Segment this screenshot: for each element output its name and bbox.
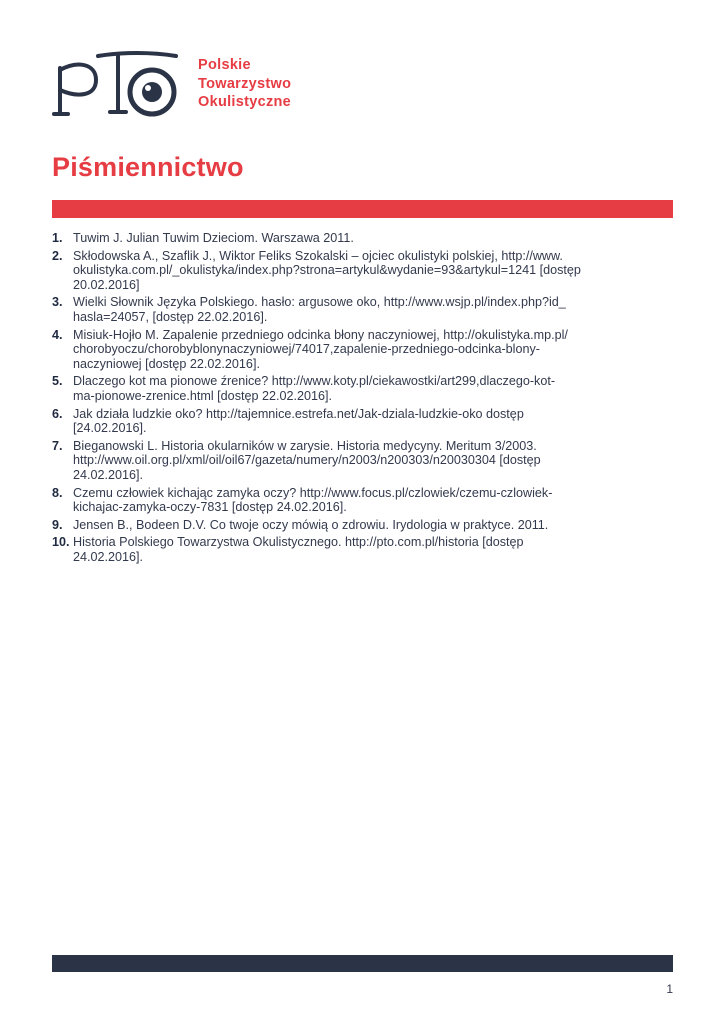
reference-number: 7. bbox=[52, 438, 63, 453]
reference-item bbox=[52, 328, 677, 372]
reference-number: 9. bbox=[52, 517, 63, 532]
reference-item bbox=[52, 535, 677, 564]
reference-line: Skłodowska A., Szaflik J., Wiktor Feliks Szokalski – ojciec okulistyki polskiej, http://www. bbox=[73, 248, 563, 263]
reference-number: 6. bbox=[52, 406, 63, 421]
reference-line: hasla=24057, [dostęp 22.02.2016]. bbox=[73, 309, 268, 324]
reference-line: Tuwim J. Julian Tuwim Dzieciom. Warszawa 2011. bbox=[73, 231, 354, 245]
reference-number: 3. bbox=[52, 295, 63, 310]
reference-item bbox=[52, 439, 677, 483]
reference-item bbox=[52, 518, 677, 533]
reference-item bbox=[52, 374, 677, 403]
reference-line: Misiuk-Hojło M. Zapalenie przedniego odcinka błony naczyniowej, http://okulistyka.mp.pl/ bbox=[73, 327, 568, 342]
reference-line: Historia Polskiego Towarzystwa Okulistycznego. http://pto.com.pl/historia [dostęp bbox=[73, 535, 524, 550]
pto-eye-logo-icon bbox=[52, 48, 184, 120]
logo-wordmark bbox=[198, 56, 291, 112]
reference-line: okulistyka.com.pl/_okulistyka/index.php?strona=artykul&wydanie=93&artykul=1241 [dostęp bbox=[73, 263, 581, 278]
reference-line: naczyniowej [dostęp 22.02.2016]. bbox=[73, 356, 260, 371]
reference-line: kichajac-zamyka-oczy-7831 [dostęp 24.02.2016]. bbox=[73, 500, 347, 515]
reference-line: Jak działa ludzkie oko? http://tajemnice.estrefa.net/Jak-dziala-ludzkie-oko dostęp bbox=[73, 406, 524, 421]
reference-line: http://www.oil.org.pl/xml/oil/oil67/gazeta/numery/n2003/n200303/n20030304 [dostęp bbox=[73, 453, 541, 468]
page-title: Piśmiennictwo bbox=[52, 152, 244, 182]
footer-bar bbox=[52, 955, 673, 972]
reference-line: [24.02.2016]. bbox=[73, 421, 147, 436]
reference-number: 2. bbox=[52, 248, 63, 263]
reference-item bbox=[52, 486, 677, 515]
reference-number: 5. bbox=[52, 374, 63, 389]
reference-number: 4. bbox=[52, 327, 63, 342]
logo bbox=[52, 48, 291, 120]
title-divider bbox=[52, 200, 673, 218]
reference-line: Bieganowski L. Historia okularników w zarysie. Historia medycyny. Meritum 3/2003. bbox=[73, 438, 537, 453]
page-number: 1 bbox=[666, 982, 673, 996]
reference-number: 1. bbox=[52, 231, 63, 245]
reference-item bbox=[52, 231, 677, 246]
reference-line: Jensen B., Bodeen D.V. Co twoje oczy mówią o zdrowiu. Irydologia w praktyce. 2011. bbox=[73, 517, 549, 532]
reference-item bbox=[52, 407, 677, 436]
reference-number: 10. bbox=[52, 535, 70, 550]
reference-line: 24.02.2016]. bbox=[73, 467, 144, 482]
logo-line-2: Towarzystwo bbox=[198, 75, 292, 92]
reference-line: ma-pionowe-zrenice.html [dostęp 22.02.2016]. bbox=[73, 388, 333, 403]
reference-number: 8. bbox=[52, 485, 63, 500]
reference-line: 20.02.2016] bbox=[73, 277, 140, 292]
logo-line-1: Polskie bbox=[198, 57, 251, 74]
reference-item bbox=[52, 249, 677, 293]
reference-line: chorobyoczu/chorobyblonynaczyniowej/74017,zapalenie-przedniego-odcinka-blony- bbox=[73, 342, 540, 357]
reference-line: Wielki Słownik Języka Polskiego. hasło: argusowe oko, http://www.wsjp.pl/index.php?id_ bbox=[73, 295, 566, 310]
reference-item bbox=[52, 295, 677, 324]
reference-line: Dlaczego kot ma pionowe źrenice? http://www.koty.pl/ciekawostki/art299,dlaczego-kot- bbox=[73, 374, 556, 389]
reference-list bbox=[52, 231, 677, 567]
reference-line: 24.02.2016]. bbox=[73, 549, 144, 564]
logo-line-3: Okulistyczne bbox=[198, 94, 292, 111]
reference-line: Czemu człowiek kichając zamyka oczy? http://www.focus.pl/czlowiek/czemu-czlowiek- bbox=[73, 485, 553, 500]
